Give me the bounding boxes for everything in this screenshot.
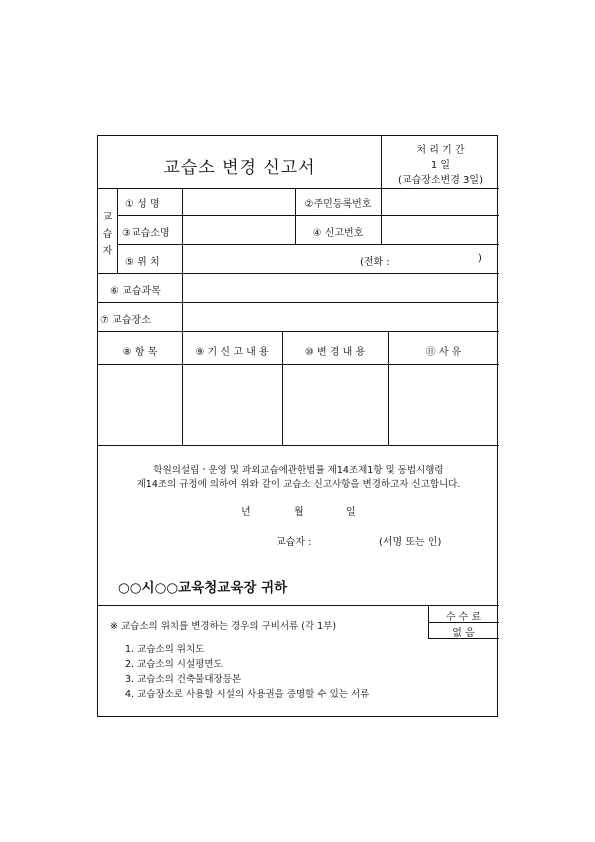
statement-line-1: 학원의설립ㆍ운영 및 과외교습에관한법률 제14조제1항 및 동법시행령: [153, 465, 444, 476]
document-item-3: 3. 교습소의 건축물대장등본: [125, 674, 242, 685]
recipient: ○○시○○교육청교육장 귀하: [118, 580, 288, 596]
processing-period-note: (교습장소변경 3일): [398, 175, 483, 186]
document-item-2: 2. 교습소의 시설평면도: [125, 659, 223, 670]
document-item-4: 4. 교습장소로 사용할 시설의 사용권을 증명할 수 있는 서류: [125, 689, 370, 700]
subject-field[interactable]: [183, 274, 499, 302]
report-number-label: ④ 신고번호: [312, 228, 364, 239]
phone-label: (전화 :: [360, 257, 390, 268]
signature-note: (서명 또는 인): [379, 537, 442, 548]
document-item-1: 1. 교습소의 위치도: [125, 644, 205, 655]
date-day-label: 일: [346, 507, 356, 518]
fee-label: 수 수 료: [445, 612, 482, 623]
change-reason-field[interactable]: [389, 365, 499, 444]
change-item-field[interactable]: [99, 365, 182, 444]
applicant-signature-field[interactable]: [323, 529, 373, 547]
applicant-signature-label: 교습자 :: [276, 537, 312, 548]
date-year-label: 년: [241, 507, 251, 518]
change-report-form: [97, 135, 498, 717]
fee-value: 없 음: [452, 628, 475, 639]
applicant-group-char-2: 습: [102, 229, 113, 240]
applicant-group-divider: [117, 188, 118, 273]
processing-period-label: 처 리 기 간: [416, 145, 465, 156]
change-header-reason: ⑪ 사 유: [425, 347, 462, 358]
place-label: ⑦ 교습장소: [100, 315, 151, 326]
resident-number-field[interactable]: [382, 189, 499, 215]
change-header-item: ⑧ 항 목: [122, 347, 158, 358]
row5-line: [98, 331, 499, 332]
phone-close: ): [478, 253, 482, 264]
subject-label: ⑥ 교습과목: [110, 286, 161, 297]
form-title: 교습소 변경 신고서: [163, 158, 316, 178]
academy-name-field[interactable]: [183, 216, 295, 244]
resident-number-label: ②주민등록번호: [304, 199, 372, 210]
report-number-field[interactable]: [382, 216, 499, 244]
location-field[interactable]: [183, 245, 499, 273]
name-field[interactable]: [183, 189, 295, 215]
applicant-group-char-1: 교: [102, 212, 113, 223]
change-new-field[interactable]: [283, 365, 388, 444]
place-field[interactable]: [183, 303, 499, 331]
date-month-label: 월: [294, 507, 304, 518]
location-label: ⑤ 위 치: [125, 257, 160, 268]
processing-period-days: 1 일: [430, 160, 451, 171]
documents-header: ※ 교습소의 위치를 변경하는 경우의 구비서류 (각 1부): [110, 621, 337, 632]
change-header-new: ⑩ 변 경 내 용: [304, 347, 366, 358]
statement-line-2: 제14조의 규정에 의하여 위와 같이 교습소 신고사항을 변경하고자 신고합니다.: [136, 479, 461, 490]
change-bottom-line: [98, 445, 499, 446]
academy-name-label: ③교습소명: [122, 228, 170, 239]
applicant-group-char-3: 자: [102, 246, 113, 257]
change-previous-field[interactable]: [183, 365, 282, 444]
documents-top-line: [98, 605, 499, 606]
change-header-previous: ⑨ 기 신 고 내 용: [195, 347, 269, 358]
name-label: ① 성 명: [125, 199, 160, 210]
